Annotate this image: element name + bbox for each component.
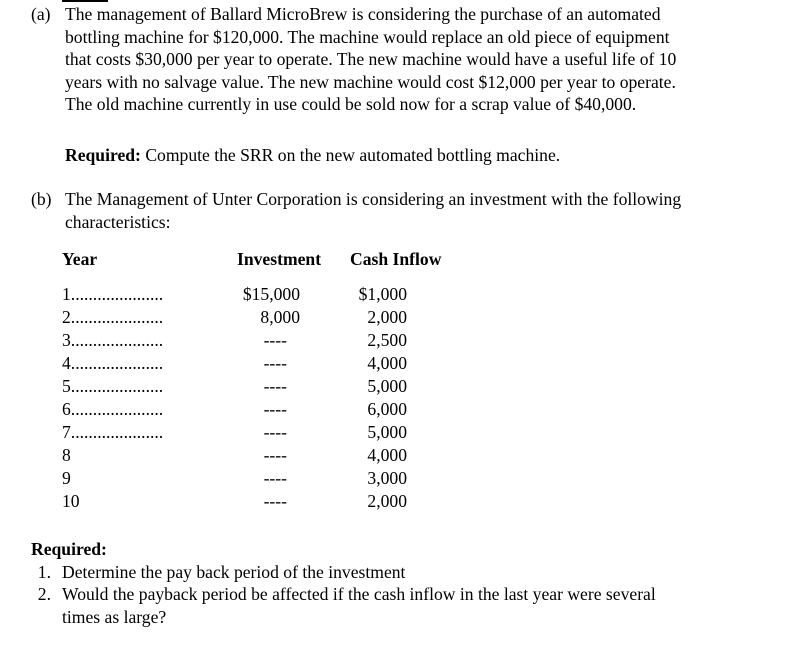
part-a-paragraph — [31, 3, 676, 116]
part-a-label: (a) — [31, 4, 51, 24]
part-a-line-2: bottling machine for $120,000. The machine would replace an old piece of equipment — [65, 26, 670, 47]
table-row — [0, 283, 791, 306]
list-item-text: Would the payback period be affected if the cash inflow in the last year were several — [62, 584, 656, 604]
cash-inflow-cell: 4,000 — [367, 353, 407, 373]
table-row — [0, 329, 791, 352]
table-row — [0, 398, 791, 421]
year-cell: 9 — [62, 468, 71, 488]
list-item-text-continued: times as large? — [62, 606, 167, 627]
cash-inflow-cell: 2,500 — [367, 330, 407, 350]
investment-cell: ---- — [263, 422, 287, 442]
table-row — [0, 306, 791, 329]
year-cell: 8 — [62, 445, 71, 465]
cash-inflow-cell: 6,000 — [367, 399, 407, 419]
required-list — [31, 561, 656, 629]
investment-cell: ---- — [263, 399, 287, 419]
table-row — [0, 490, 791, 513]
investment-cell: ---- — [263, 468, 287, 488]
table-row — [0, 421, 791, 444]
cash-inflow-cell: 5,000 — [367, 376, 407, 396]
top-rule — [62, 0, 108, 2]
investment-cell: ---- — [263, 491, 287, 511]
year-cell: 6..................... — [62, 399, 164, 419]
table-row — [0, 352, 791, 375]
year-cell: 3..................... — [62, 330, 164, 350]
list-item-number: 1. — [37, 561, 51, 582]
part-a-required-text: Compute the SRR on the new automated bottling machine. — [140, 145, 561, 165]
part-b-line-1: The Management of Unter Corporation is considering an investment with the following — [65, 189, 682, 209]
part-b-paragraph — [31, 188, 681, 233]
year-cell: 2..................... — [62, 307, 164, 327]
table-header-year: Year — [62, 249, 98, 269]
cash-inflow-cell: 3,000 — [367, 468, 407, 488]
part-a-required-label: Required: — [65, 145, 141, 165]
cash-inflow-cell: 5,000 — [367, 422, 407, 442]
table-row — [0, 444, 791, 467]
part-b-label: (b) — [31, 189, 52, 209]
year-cell: 4..................... — [62, 353, 164, 373]
investment-cell: ---- — [263, 330, 287, 350]
part-a-line-5: The old machine currently in use could be sold now for a scrap value of $40,000. — [65, 94, 637, 114]
year-cell: 7..................... — [62, 422, 164, 442]
cash-inflow-cell: $1,000 — [358, 284, 407, 304]
cash-inflow-cell: 2,000 — [367, 307, 407, 327]
table-row — [0, 467, 791, 490]
part-a-line-1: The management of Ballard MicroBrew is considering the purchase of an automated — [65, 4, 661, 24]
part-b-line-2: characteristics: — [65, 211, 171, 232]
part-a-line-4: years with no salvage value. The new machine would cost $12,000 per year to operate. — [65, 71, 676, 92]
year-cell: 5..................... — [62, 376, 164, 396]
investment-cell: ---- — [263, 445, 287, 465]
part-b-required-label: Required: — [31, 539, 107, 559]
table-row — [0, 375, 791, 398]
cash-inflow-cell: 2,000 — [367, 491, 407, 511]
cash-inflow-cell: 4,000 — [367, 445, 407, 465]
year-cell: 1..................... — [62, 284, 164, 304]
table-header-investment: Investment — [237, 249, 322, 269]
list-item-number: 2. — [37, 584, 51, 604]
table-header-cash-inflow: Cash Inflow — [350, 249, 442, 269]
investment-cell: ---- — [263, 376, 287, 396]
investment-cell: $15,000 — [242, 284, 300, 304]
list-item — [31, 561, 656, 584]
investment-cell: ---- — [263, 353, 287, 373]
part-a-line-3: that costs $30,000 per year to operate. The new machine would have a useful life of 10 — [65, 49, 677, 69]
list-item-text: Determine the pay back period of the investment — [62, 561, 406, 582]
part-b-required — [31, 538, 656, 628]
list-item — [31, 583, 656, 628]
part-a-required — [65, 144, 560, 167]
year-cell: 10 — [62, 491, 80, 511]
investment-cell: 8,000 — [260, 307, 300, 327]
